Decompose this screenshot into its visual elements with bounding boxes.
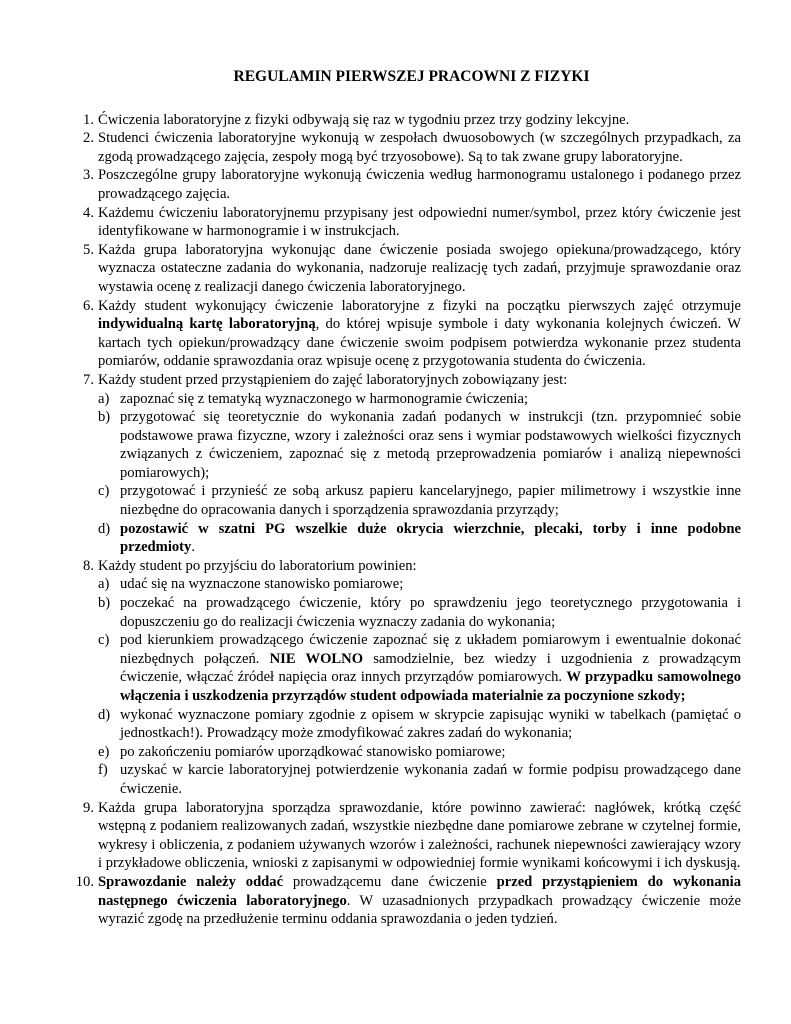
sub-item-letter: c) [98,483,110,500]
item-text: Poszczególne grupy laboratoryjne wykonują ćwiczenia według harmonogramu ustalonego i podanego przez prowadzącego zajęcia. [98,167,741,202]
list-item [72,873,741,929]
list-item [72,557,741,799]
list-item [72,241,741,297]
item-number: 9. [83,799,94,816]
item-text-bold: indywidualną kartę laboratoryjną [98,316,316,333]
sub-item [98,631,741,705]
regulation-list [72,111,741,929]
sub-list [98,390,741,557]
sub-item [98,408,741,482]
list-item [72,297,741,371]
item-text: Studenci ćwiczenia laboratoryjne wykonują w zespołach dwuosobowych (w szczególnych przypadkach, za zgodą prowadzącego zajęcia, zespoły mogą być trzyosobowe). Są to tak zwane grupy laboratoryjne. [98,130,741,165]
sub-item-text: wykonać wyznaczone pomiary zgodnie z opisem w skrypcie zapisując wyniki w tabelkach (pamiętać o jednostkach!). Prowadzący może zmodyfikować zakres zadań do wykonania; [120,706,741,742]
list-item [72,129,741,166]
sub-item-text: przygotować i przynieść ze sobą arkusz papieru kancelaryjnego, papier milimetrowy i wszystkie inne niezbędne do opracowania danych i sporządzenia sprawozdania przyrządy; [120,483,741,519]
list-item [72,204,741,241]
sub-item-text: . [191,539,195,556]
list-item [72,371,741,557]
sub-item-text: samodzielnie, bez wiedzy i uzgodnienia z prowadzącym ćwiczenie, włączać źródeł napięcia oraz innych przyrządów pomiarowych. [120,650,742,686]
item-number: 3. [83,167,94,184]
item-text: Ćwiczenia laboratoryjne z fizyki odbywają się raz w tygodniu przez trzy godziny lekcyjne. [98,111,630,128]
item-text: , do której wpisuje symbole i daty wykonania kolejnych ćwiczeń. W kartach tych opiekun/prowadzący dane ćwiczenie swoim podpisem potwierdza wykonanie przez studenta pomiarów, oddanie sprawozdania oraz wpisuje ocenę z przygotowania studenta do ćwiczenia. [98,316,741,370]
sub-item [98,482,741,519]
sub-item-letter: d) [98,706,111,723]
item-number: 10. [75,873,94,890]
sub-item [98,390,741,409]
sub-item [98,743,741,762]
sub-item-letter: f) [98,762,108,779]
sub-item-text-bold: pozostawić w szatni PG wszelkie duże okrycia wierzchnie, plecaki, torby i inne podobne przedmioty [120,520,741,556]
item-number: 5. [83,241,94,258]
sub-item [98,575,741,594]
item-text: Każdemu ćwiczeniu laboratoryjnemu przypisany jest odpowiedni numer/symbol, przez który ćwiczenie jest identyfikowane w harmonogramie i w instrukcjach. [98,204,741,240]
list-item [72,166,741,203]
sub-item [98,706,741,743]
item-number: 6. [83,297,94,314]
item-number: 2. [83,130,94,147]
sub-item-text: zapoznać się z tematyką wyznaczonego w harmonogramie ćwiczenia; [120,390,529,407]
sub-item [98,520,741,557]
item-text-bold: przed przystąpieniem do wykonania następnego ćwiczenia laboratoryjnego [98,873,741,909]
sub-item-text: uzyskać w karcie laboratoryjnej potwierdzenie wykonania zadań w formie podpisu prowadzącego dane ćwiczenie. [120,762,741,797]
item-number: 4. [83,204,94,221]
list-item [72,111,741,130]
sub-item-letter: a) [98,576,110,593]
document-title: REGULAMIN PIERWSZEJ PRACOWNI Z FIZYKI [233,68,590,85]
item-text: Każdy student po przyjściu do laboratorium powinien: [98,557,417,574]
sub-list [98,575,741,798]
sub-item-letter: d) [98,520,111,537]
item-text: Każdy student wykonujący ćwiczenie laboratoryjne z fizyki na początku pierwszych zajęć otrzymuje [98,297,741,314]
list-item [72,799,741,873]
item-number: 7. [83,371,94,388]
sub-item-text: po zakończeniu pomiarów uporządkować stanowisko pomiarowe; [120,743,506,760]
item-text: Każda grupa laboratoryjna sporządza sprawozdanie, które powinno zawierać: nagłówek, krótką część wstępną z podaniem realizowanych zadań, wszystkie niezbędne dane pomiarowe zebrane w czytelnej formie, wykresy i obliczenia, z podaniem używanych wzorów i zależności, rachunek niepewności zawierający wzory i przykładowe obliczenia, wnioski z zapisanymi w odpowiedniej formie wynikami końcowymi i ich dyskusją. [98,799,741,872]
sub-item-text: udać się na wyznaczone stanowisko pomiarowe; [120,576,404,593]
sub-item-letter: b) [98,409,111,426]
sub-item-letter: a) [98,390,110,407]
sub-item-text: przygotować się teoretycznie do wykonania zadań podanych w instrukcji (tzn. przypomnieć sobie podstawowe prawa fizyczne, wzory i zależności oraz sens i wymiar podstawowych wielkości fizycznych związanych z ćwiczeniem, zapoznać się z metodą przeprowadzenia pomiarów i analizą niepewności pomiarowych); [120,409,741,481]
sub-item-text: pod kierunkiem prowadzącego ćwiczenie zapoznać się z układem pomiarowym i ewentualnie dokonać niezbędnych połączeń. [120,632,741,667]
item-text: . W uzasadnionych przypadkach prowadzący ćwiczenie może wyrazić zgodę na przedłużenie terminu oddania sprawozdania o jeden tydzień. [98,892,741,928]
item-text: Każda grupa laboratoryjna wykonując dane ćwiczenie posiada swojego opiekuna/prowadzącego, który wyznacza ostateczne zadania do wykonania, nadzoruje realizację tych zadań, przyjmuje sprawozdanie oraz wystawia ocenę z realizacji danego ćwiczenia laboratoryjnego. [98,241,741,295]
item-number: 8. [83,557,94,574]
item-text: prowadzącemu dane ćwiczenie [283,873,497,890]
sub-item-text-bold: NIE WOLNO [269,650,364,667]
item-number: 1. [83,111,94,128]
sub-item-letter: c) [98,632,110,649]
item-text: Każdy student przed przystąpieniem do zajęć laboratoryjnych zobowiązany jest: [98,371,568,388]
sub-item-text: poczekać na prowadzącego ćwiczenie, który po sprawdzeniu jego teoretycznego przygotowania i dopuszczeniu go do realizacji ćwiczenia wyznaczy zadania do wykonania; [120,595,741,630]
item-text-bold: Sprawozdanie należy oddać [98,873,284,890]
sub-item [98,761,741,798]
sub-item [98,594,741,631]
sub-item-letter: e) [98,743,110,760]
sub-item-letter: b) [98,595,111,612]
sub-item-text-bold: W przypadku samowolnego włączenia i uszkodzenia przyrządów student odpowiada materialnie za poczynione szkody; [120,669,742,704]
